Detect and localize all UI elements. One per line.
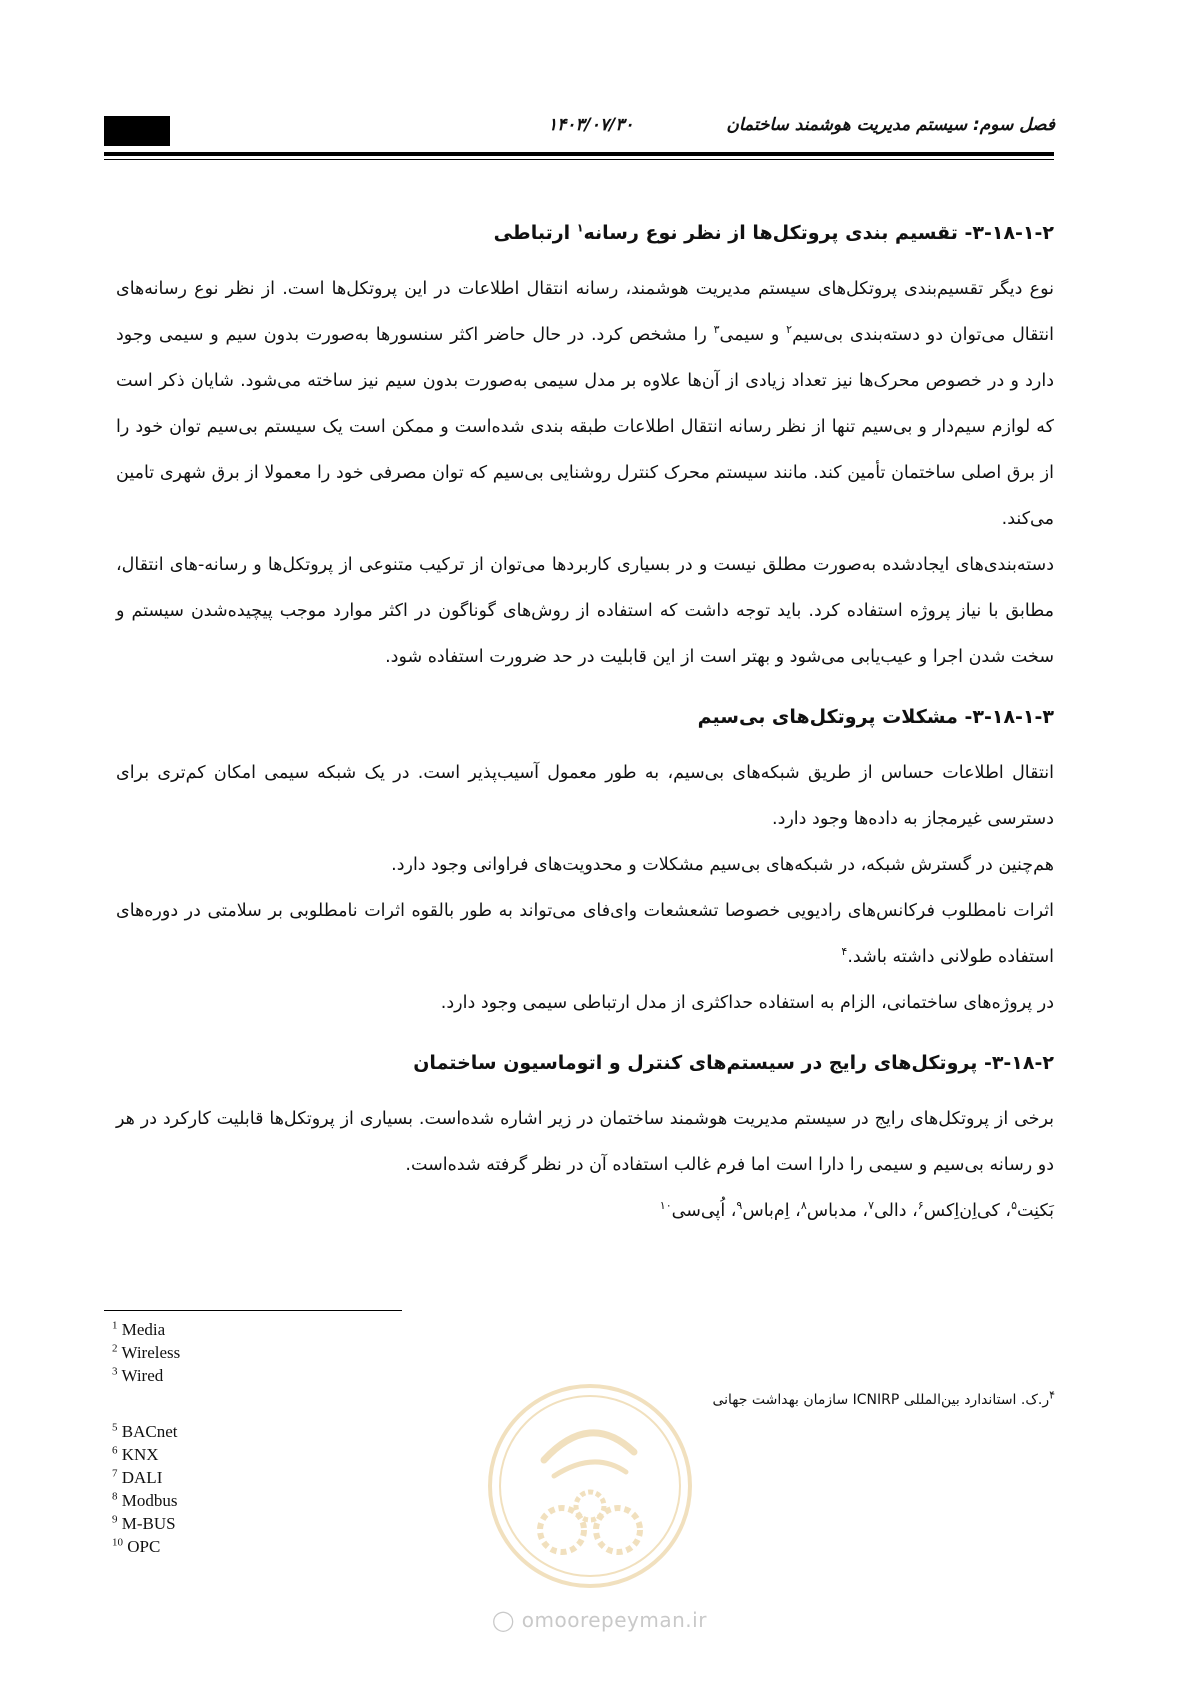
header-rule-thin bbox=[104, 159, 1054, 160]
footnote-text: DALI bbox=[121, 1468, 163, 1487]
footnote-text: Wireless bbox=[121, 1343, 181, 1362]
paragraph: در پروژه‌های ساختمانی، الزام به استفاده حداکثری از مدل ارتباطی سیمی وجود دارد. bbox=[440, 993, 1054, 1013]
footnotes-group-2 bbox=[112, 1420, 372, 1558]
footnote-item bbox=[112, 1364, 372, 1387]
footnote-item bbox=[112, 1535, 372, 1558]
protocol-item: اُپی‌سی bbox=[671, 1201, 726, 1221]
footnote-item bbox=[112, 1489, 372, 1512]
paragraph: انتقال اطلاعات حساس از طریق شبکه‌های بی‌سیم، به طور معمول آسیب‌پذیر است. در یک شبکه سیمی امکان کم‌تری برای دسترسی غیرمجاز به داده‌ها وجود دارد. bbox=[116, 763, 1054, 829]
section-heading-media-classification bbox=[116, 210, 1054, 256]
paragraph: برخی از پروتکل‌های رایج در سیستم مدیریت هوشمند ساختمان در زیر اشاره شده‌است. بسیاری از پروتکل‌ها قابلیت کارکرد در هر دو رسانه بی‌سیم و سیمی را دارا است اما فرم غالب استفاده آن در نظر گرفته شده‌است. bbox=[116, 1109, 1054, 1175]
footnote-text: Media bbox=[121, 1320, 166, 1339]
paragraph: دسته‌بندی‌های ایجادشده به‌صورت مطلق نیست و در بسیاری کاربردها می‌توان از ترکیب متنوعی از پروتکل‌ها و رسانه-های انتقال، مطابق با نیاز پروژه استفاده کرد. باید توجه داشت که استفاده از روش‌های گوناگون در اکثر موارد موجب پیچیده‌شدن سیستم و سخت شدن اجرا و عیب‌یابی می‌شود و بهتر است از این قابلیت در حد ضرورت استفاده شود. bbox=[116, 555, 1054, 667]
watermark-logo bbox=[484, 1380, 696, 1592]
footnote-ref-3[interactable]: ۳ bbox=[713, 323, 720, 337]
paragraph-text: نوع دیگر تقسیم‌بندی پروتکل‌های سیستم مدیریت هوشمند، رسانه انتقال اطلاعات در این پروتکل‌ها است. از نظر نوع رسانه‌های انتقال می‌توان دو دسته‌بندی بی‌سیم bbox=[116, 279, 1054, 345]
section-heading-wireless-problems: ۳-۱۸-۱-۳- مشکلات پروتکل‌های بی‌سیم bbox=[697, 706, 1054, 728]
footnote-separator bbox=[104, 1310, 402, 1311]
footnote-text: Modbus bbox=[121, 1491, 178, 1510]
protocol-item: دالی bbox=[874, 1201, 907, 1221]
footnote-item bbox=[112, 1318, 372, 1341]
footnote-text: KNX bbox=[121, 1445, 159, 1464]
protocol-item: کی‌اِن‌اِکس bbox=[923, 1201, 1000, 1221]
footnote-text: Wired bbox=[121, 1366, 164, 1385]
footnote-persian bbox=[712, 1388, 1055, 1408]
protocol-list: بَکنِت$^۵$، کی‌اِن‌اِکس$^۶$، دالی$^۷$، مدباس$^۸$، اِم‌باس$^۹$، اُپی‌سی$^{۱۰}$ bbox=[659, 1199, 1054, 1221]
footnote-text: ر.ک. استاندارد بین‌المللی ICNIRP سازمان بهداشت جهانی bbox=[712, 1392, 1050, 1408]
watermark-url: ◯ omoorepeyman.ir bbox=[492, 1608, 707, 1632]
footnote-text: OPC bbox=[127, 1537, 161, 1556]
footnote-number: 1 bbox=[112, 1319, 118, 1332]
footnote-number: 7 bbox=[112, 1467, 118, 1480]
footnote-ref-10[interactable]: ۱۰ bbox=[659, 1199, 672, 1213]
footnote-ref-4[interactable]: ۴ bbox=[841, 945, 848, 959]
footnote-ref-6[interactable]: ۶ bbox=[917, 1199, 924, 1213]
footnotes-group-1 bbox=[112, 1318, 372, 1387]
paragraph: هم‌چنین در گسترش شبکه، در شبکه‌های بی‌سیم مشکلات و محدویت‌های فراوانی وجود دارد. bbox=[391, 855, 1054, 875]
heading-text-tail: ارتباطی bbox=[493, 222, 577, 244]
footnote-item bbox=[112, 1341, 372, 1364]
paragraph-text: را مشخص کرد. در حال حاضر اکثر سنسورها به‌صورت بدون سیم و سیمی وجود دارد و در خصوص محرک‌ها نیز تعداد زیادی از آن‌ها علاوه بر مدل سیمی به‌صورت بدون سیم نیز ساخته می‌شود. شایان ذکر است که لوازم سیم‌دار و بی‌سیم تنها از نظر رسانه انتقال اطلاعات طبقه بندی شده‌است و ممکن است یک سیستم بی‌سیم توان خود را از برق اصلی ساختمان تأمین کند. مانند سیستم محرک کنترل روشنایی بی‌سیم که توان مصرفی خود را معمولا از برق شهری تامین می‌کند. bbox=[116, 325, 1054, 529]
paragraph bbox=[116, 888, 1054, 980]
heading-text: ۳-۱۸-۱-۲- تقسیم بندی پروتکل‌ها از نظر نوع رسانه bbox=[583, 222, 1054, 244]
footnote-number: 3 bbox=[112, 1365, 118, 1378]
footnote-number: 8 bbox=[112, 1490, 118, 1503]
protocol-item: بَکنِت bbox=[1017, 1201, 1054, 1221]
footnote-text: M-BUS bbox=[121, 1514, 176, 1533]
footnote-ref-7[interactable]: ۷ bbox=[868, 1199, 874, 1213]
paragraph bbox=[116, 266, 1054, 542]
footnote-number: 5 bbox=[112, 1421, 118, 1434]
paragraph-text: و سیمی bbox=[719, 325, 787, 345]
page-number-box bbox=[104, 116, 170, 146]
footnote-item bbox=[112, 1466, 372, 1489]
header-date: ۱۴۰۳/۰۷/۳۰ bbox=[548, 115, 634, 135]
footnote-ref-1[interactable]: ۱ bbox=[576, 221, 584, 235]
watermark-url-text: omoorepeyman.ir bbox=[521, 1608, 707, 1632]
footnote-number: 9 bbox=[112, 1513, 118, 1526]
footnote-text: BACnet bbox=[121, 1422, 178, 1441]
footnote-item bbox=[112, 1420, 372, 1443]
footnote-item bbox=[112, 1512, 372, 1535]
protocol-item: مدباس bbox=[806, 1201, 857, 1221]
footnote-number: 6 bbox=[112, 1444, 118, 1457]
protocol-item: اِم‌باس bbox=[742, 1201, 790, 1221]
footnote-number: ۴ bbox=[1049, 1388, 1055, 1402]
footnote-number: 10 bbox=[112, 1536, 123, 1549]
header-rule-thick bbox=[104, 152, 1054, 156]
main-content bbox=[116, 210, 1054, 1234]
footnote-item bbox=[112, 1443, 372, 1466]
footnote-number: 2 bbox=[112, 1342, 118, 1355]
footnote-ref-8[interactable]: ۸ bbox=[800, 1199, 807, 1213]
paragraph-text: اثرات نامطلوب فرکانس‌های رادیویی خصوصا تشعشعات وای‌فای می‌تواند به طور بالقوه اثرات نامطلوبی بر سلامتی در دوره‌های استفاده طولانی داشته باشد. bbox=[116, 901, 1054, 967]
footnote-ref-2[interactable]: ۲ bbox=[786, 323, 793, 337]
footnote-ref-9[interactable]: ۹ bbox=[736, 1199, 743, 1213]
footnote-ref-5[interactable]: ۵ bbox=[1011, 1199, 1017, 1213]
section-heading-common-protocols: ۳-۱۸-۲- پروتکل‌های رایج در سیستم‌های کنترل و اتوماسیون ساختمان bbox=[413, 1052, 1054, 1074]
header-chapter-title: فصل سوم: سیستم مدیریت هوشمند ساختمان bbox=[726, 115, 1055, 135]
